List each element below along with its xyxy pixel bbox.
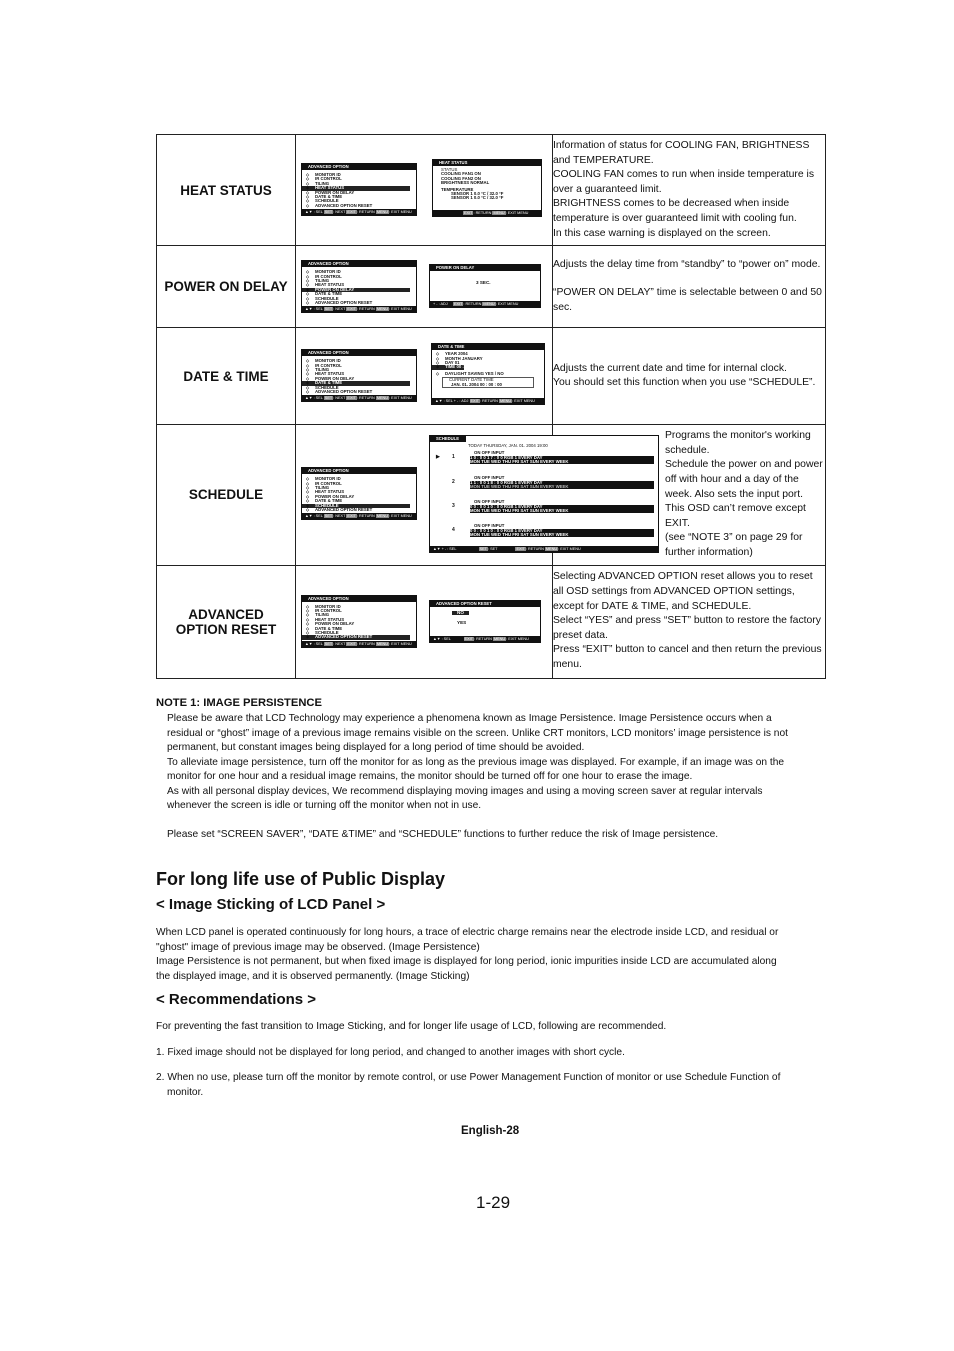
footer-text: : NEXT [333,307,346,312]
row-label-text: SCHEDULE [188,487,264,503]
footer-text: : RETURN [463,302,482,307]
key: MENU [376,514,389,519]
footer-text: : RETURN [525,547,544,552]
footer-text: ▲▼ : SEL [305,514,323,519]
footer-text: : RETURN [356,307,375,312]
row-description [553,135,826,246]
osd-item: ◇ HEAT STATUS [302,283,416,287]
key: EXIT [470,399,479,404]
osd-footer [302,209,416,215]
footer-text: : RETURN [473,636,492,641]
key: EXIT [347,307,356,312]
key: MENU [483,302,495,307]
osd-item: ◇ SCHEDULE [302,631,416,635]
footer-text: : SET [488,547,498,552]
schedule-row [440,500,654,522]
osd-item-selected: ◆ POWER ON DELAY [302,288,410,292]
osd-date-time [431,343,545,405]
footer-text: ▲▼ : SEL [305,641,323,646]
osd-item: ◇ MONITOR ID [302,605,416,609]
footer-text: : RETURN [356,514,375,519]
play-icon: ▶ [436,454,440,461]
key: EXIT [347,210,356,214]
row-advanced-option-reset [157,565,826,678]
osd-heat-status [432,159,542,217]
note-line: monitor for one hour and a residual image remains, the monitor should be turned off for one hour to erase the image. [167,771,693,782]
osd-item: ◇ POWER ON DELAY [302,377,416,381]
row-date-time [157,328,826,425]
note-line: Please be aware that LCD Technology may experience a phenomena known as Image Persistence. Image Persistence occurs when a [167,713,772,724]
osd-item-selected: ◆ HEAT STATUS [302,186,410,190]
osd-screens [296,246,553,328]
note-line: permanent, but constant images being displayed for a long period of time should be avoided. [167,742,585,753]
osd-item: ◇ HEAT STATUS [302,490,416,494]
osd-item: ◇ HEAT STATUS [302,618,416,622]
desc-line: You should set this function when you use “SCHEDULE”. [553,377,816,389]
schedule-today: TODAY THURSDAY, JAN. 01. 2004 19:00 [468,443,548,449]
footer-text: : NEXT [333,396,346,401]
key: MENU [376,307,389,312]
key: EXIT [453,302,463,307]
section-title: For long life use of Public Display [156,869,446,889]
recommendation-2: 2. When no use, please turn off the monitor by remote control, or use Power Management Function of monitor or use Schedule Function of [156,1072,781,1083]
note-line: As with all personal display devices, We recommend displaying moving images and using a moving screen saver at regular intervals [167,785,763,797]
footer-text: : EXIT MENU [389,307,412,312]
subsection-body [156,926,836,984]
osd-item: ◇ MONITOR ID [302,270,416,274]
footer-text: : EXIT MENU [389,641,412,646]
footer-text: : NEXT [333,514,346,519]
note-title: NOTE 1: IMAGE PERSISTENCE [156,697,322,709]
osd-title: ADVANCED OPTION [302,164,416,170]
key: MENU [545,547,558,552]
desc-line: This OSD can’t remove except EXIT. [665,503,806,529]
osd-title: HEAT STATUS [433,160,541,166]
osd-power-on-delay [429,264,541,308]
osd-title: ADVANCED OPTION [302,596,416,602]
osd-footer [302,513,416,519]
osd-line: SENSOR 1 0.0 °C / 32.0 °F [451,191,504,197]
osd-item: ◇ MONITOR ID [302,359,416,363]
body-line: "ghost" image of previous image may be observed. (Image Persistence) [156,941,480,953]
osd-screens [296,328,553,425]
osd-screens [296,135,553,246]
footer-text: : EXIT MENU [512,399,535,404]
schedule-row [440,524,654,546]
key: EXIT [347,514,356,519]
osd-item: ◇ MONITOR ID [302,173,416,177]
desc-line: (see “NOTE 3” on page 29 for further information) [665,532,803,558]
osd-item: ◇ ADVANCED OPTION RESET [302,301,416,305]
row-description [553,246,826,328]
osd-line: ◇ DAY 01 [432,361,544,365]
key: SET [324,641,333,646]
footer-text: : NEXT [333,641,346,646]
key: MENU [376,210,389,214]
schedule-number: 1 [452,454,455,461]
footer-text: : EXIT MENU [505,211,529,215]
desc-line: COOLING FAN comes to run when inside temperature is over a guaranteed limit. [553,169,815,195]
schedule-line: MON TUE WED THU FRI SAT SUN EVERY WEEK [470,485,654,489]
footer-text: : RETURN [473,211,492,215]
footer-text: : EXIT MENU [389,514,412,519]
osd-title: ADVANCED OPTION [302,468,416,474]
recommendation-1: 1. Fixed image should not be displayed for long period, and changed to another images with short cycle. [156,1047,625,1058]
osd-item: ◇ POWER ON DELAY [302,495,416,499]
footer-text: : RETURN [356,641,375,646]
footer-text: ▲▼ : SEL [435,399,453,404]
osd-title: ADVANCED OPTION [302,261,416,267]
osd-item: ◇ POWER ON DELAY [302,622,416,626]
osd-line: JAN. 01. 2004 00 : 00 : 00 [451,381,502,387]
desc-line: Adjusts the current date and time for internal clock. [553,362,787,374]
subsection-title: < Recommendations > [156,991,317,1008]
osd-item: ◇ IR CONTROL [302,275,416,279]
osd-line: COOLING FAN1 ON [441,171,481,177]
desc-line: Programs the monitor's working schedule. [665,430,811,456]
schedule-row [436,450,654,473]
osd-item: ◇ TILING [302,368,416,372]
footer-text: : NEXT [333,210,346,214]
osd-screens [296,565,553,678]
footer-text: ▲▼ : SEL [305,396,323,401]
row-label-text: HEAT STATUS [180,182,272,198]
osd-item: ◇ SCHEDULE [302,386,416,390]
osd-title: DATE & TIME [432,344,544,350]
footer-text: + - : ADJ [453,399,469,404]
row-label [157,135,296,246]
osd-item-selected: ◆ ADVANCED OPTION RESET [302,635,410,639]
osd-line: TEMPERATURE [441,186,474,192]
page-number: 1-29 [476,1193,511,1212]
osd-advanced-option [301,467,417,520]
footer-text: : RETURN [479,399,498,404]
note-line: residual or “ghost” image of a previous image remains visible on the screen. Unlike CRT monitors, LCD monitors’ image persistence is not [167,727,788,739]
osd-title: POWER ON DELAY [430,265,540,271]
row-label-text: DATE & TIME [183,368,269,384]
key: MENU [499,399,512,404]
row-label-text: POWER ON DELAY [164,279,288,295]
osd-footer [430,546,658,552]
key: MENU [376,396,389,401]
key: SET [324,396,333,401]
osd-advanced-option [301,260,417,313]
footer-text: ▲▼ : SEL [305,307,323,312]
footer-text: : EXIT MENU [506,636,529,641]
schedule-line: ON OFF INPUT [474,499,505,505]
subsection-title: < Image Sticking of LCD Panel > [156,896,386,913]
schedule-line: 1 1 : 0 0 1 8 : 0 0 RGB 1 EVERY DAY [470,481,654,485]
osd-line: BRIGHTNESS NORMAL [441,180,490,186]
osd-item: ◇ IR CONTROL [302,364,416,368]
row-description [553,328,826,425]
osd-item: ◇ ADVANCED OPTION RESET [302,390,416,394]
row-label-text: OPTION RESET [175,621,277,637]
schedule-line: MON TUE WED THU FRI SAT SUN EVERY WEEK [470,509,654,513]
osd-item: ◇ IR CONTROL [302,177,416,181]
body-line: the displayed image, and it is observed permanently. (Image Sticking) [156,970,470,982]
osd-line-selected: ◆ TIME 00 : 00 [432,365,464,369]
osd-line: ◇ YEAR 2004 [432,352,544,356]
osd-line: CURRENT DATE TIME [449,377,494,383]
key: EXIT [347,396,356,401]
body-line: When LCD panel is operated continuously for long hours, a trace of electric charge remains near the electrode inside LCD, and residual or [156,927,779,938]
desc-line [553,272,823,286]
osd-line: ◇ DAYLIGHT SAVING YES / NO [432,372,544,376]
osd-item-selected: ◆ DATE & TIME [302,381,410,385]
osd-item-selected: ◆ SCHEDULE [302,504,410,508]
schedule-line: ON OFF INPUT [474,475,505,481]
recommendation-2-cont: monitor. [167,1087,204,1098]
desc-line: BRIGHTNESS comes to be decreased when inside temperature is over guaranteed limit with cooling fun. [553,198,797,224]
osd-title: ADVANCED OPTION [302,350,416,356]
osd-item: ◇ TILING [302,486,416,490]
osd-item: ◇ IR CONTROL [302,482,416,486]
osd-item: ◇ ADVANCED OPTION RESET [302,508,416,512]
desc-line: “POWER ON DELAY” time is selectable between 0 and 50 sec. [553,287,822,313]
osd-schedule [429,435,659,553]
schedule-number: 2 [452,479,455,486]
key: SET [324,307,333,312]
osd-advanced-option [301,595,417,648]
osd-item: ◇ MONITOR ID [302,477,416,481]
footer-text: : EXIT MENU [389,210,412,214]
schedule-line: 0 0 : 0 0 1 0 : 0 0 RGB 1 EVERY DAY [470,505,654,509]
osd-footer [433,210,541,216]
row-label [157,425,296,565]
footer-text: : EXIT MENU [495,302,519,307]
note-line: Please set “SCREEN SAVER”, “DATE &TIME” and “SCHEDULE” functions to further reduce the risk of Image persistence. [167,829,719,840]
schedule-line: MON TUE WED THU FRI SAT SUN EVERY WEEK [470,460,654,464]
osd-item: ◇ DATE & TIME [302,195,416,199]
osd-footer [302,395,416,401]
row-label [157,565,296,678]
osd-line: COOLING FAN2 ON [441,175,481,181]
osd-footer [432,398,544,404]
schedule-line: 1 0 : 0 0 1 7 : 0 0 RGB 1 EVERY DAY [470,456,654,460]
schedule-number: 3 [452,503,455,510]
osd-footer [302,306,416,312]
footer-text: ▲▼ : SEL [305,210,323,214]
osd-item: ◇ POWER ON DELAY [302,191,416,195]
osd-footer [430,301,540,307]
row-schedule [157,425,826,565]
desc-line: Press “EXIT” button to cancel and then return the previous menu. [553,644,822,670]
desc-line: Schedule the power on and power off with hour and a day of the week. Also sets the input port. [665,459,823,500]
footer-text: ▲▼ : SEL [433,636,451,641]
desc-line: Information of status for COOLING FAN, BRIGHTNESS and TEMPERATURE. [553,140,810,166]
note-line: whenever the screen is idle or turning off the monitor when not in use. [167,800,482,811]
row-label-text: ADVANCED [188,606,264,622]
schedule-number: 4 [452,527,455,534]
osd-item: ◇ SCHEDULE [302,297,416,301]
osd-title: SCHEDULE [430,436,466,442]
osd-item: ◇ DATE & TIME [302,292,416,296]
note-line [167,814,837,829]
footer-text: : RETURN [356,210,375,214]
key: MENU [493,211,505,215]
osd-advanced-option [301,163,417,216]
option-yes: YES [457,619,467,625]
key: EXIT [347,641,356,646]
key: EXIT [464,211,473,215]
footer-text: + - : ADJ [433,302,448,307]
schedule-line: ON OFF INPUT [474,523,505,529]
osd-item: ◇ DATE & TIME [302,627,416,631]
key: EXIT [516,547,525,552]
osd-advanced-option [301,349,417,402]
desc-line: In this case warning is displayed on the screen. [553,227,771,239]
schedule-line: 0 0 : 0 0 1 0 : 0 0 RGB 1 EVERY DAY [470,529,654,533]
osd-value: 3 SEC. [476,280,491,286]
row-power-on-delay [157,246,826,328]
schedule-line: MON TUE WED THU FRI SAT SUN EVERY WEEK [470,533,654,537]
note-body [167,712,837,843]
osd-item: ◇ IR CONTROL [302,609,416,613]
key: MENU [493,636,506,641]
footer-text: : EXIT MENU [389,396,412,401]
key: SET [479,547,487,552]
footer-text: : RETURN [356,396,375,401]
osd-advanced-option-reset [429,600,541,643]
osd-line: ◇ MONTH JANUARY [432,357,544,361]
osd-item: ◇ ADVANCED OPTION RESET [302,204,416,208]
schedule-line: ON OFF INPUT [474,450,505,456]
row-label [157,246,296,328]
osd-footer [430,636,540,642]
row-heat-status [157,135,826,246]
desc-line: Adjusts the delay time from “standby” to “power on” mode. [553,258,821,270]
key: SET [324,210,333,214]
key: SET [324,514,333,519]
desc-line: Select “YES” and press “SET” button to restore the factory preset data. [553,615,821,641]
key: EXIT [464,636,473,641]
key: MENU [376,641,389,646]
osd-item: ◇ SCHEDULE [302,199,416,203]
osd-item: ◇ TILING [302,182,416,186]
recommendations-intro: For preventing the fast transition to Image Sticking, and for longer life usage of LCD, following are recommended. [156,1021,667,1032]
osd-item: ◇ HEAT STATUS [302,372,416,376]
osd-line: SENSOR 1 0.0 °C / 32.0 °F [451,195,504,201]
osd-screens [296,425,581,565]
row-description [553,565,826,678]
footer-text: ▲▼ + - : SEL [433,547,457,552]
osd-footer [302,641,416,647]
feature-table [156,134,826,679]
osd-title: ADVANCED OPTION RESET [430,601,540,607]
osd-line: STATUS [441,167,458,172]
schedule-row [440,476,654,498]
option-no: NO [452,611,469,615]
body-line: Image Persistence is not permanent, but when fixed image is displayed for long period, ionic impurities inside LCD are accumulated along [156,956,777,967]
osd-item: ◇ TILING [302,613,416,617]
note-line: To alleviate image persistence, turn off the monitor for as long as the previous image was displayed. For example, if an image was on the [167,756,785,768]
osd-item: ◇ TILING [302,279,416,283]
footer-text: : EXIT MENU [558,547,581,552]
row-label [157,328,296,425]
current-date-box [442,377,534,388]
desc-line: Selecting ADVANCED OPTION reset allows you to reset all OSD settings from ADVANCED OPTION settings, except for DATE & TIME, and SCHEDULE. [553,571,813,612]
osd-item: ◇ DATE & TIME [302,499,416,503]
english-page-label: English-28 [461,1125,520,1137]
